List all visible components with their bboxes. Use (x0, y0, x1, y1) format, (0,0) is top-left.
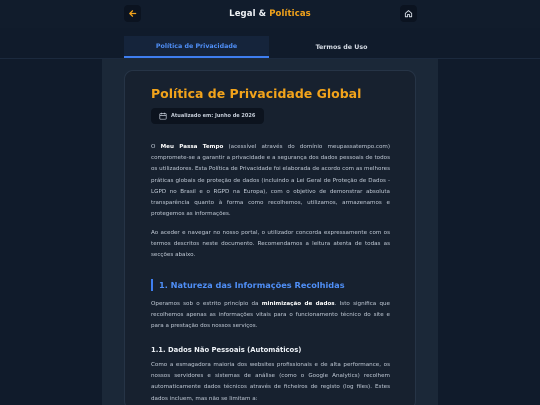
back-button[interactable] (124, 5, 141, 22)
document-title: Política de Privacidade Global (151, 86, 362, 101)
subsection-heading: 1.1. Dados Não Pessoais (Automáticos) (151, 346, 302, 354)
intro-paragraph (151, 142, 390, 220)
tab-bar (124, 36, 414, 58)
title-accent: Políticas (269, 9, 311, 19)
non-personal-data-paragraph: Como a esmagadora maioria dos websites profissionais e de alta performance, os nossos servidores e sistemas de análise (como o Google Analytics) recolhem automaticamente dados técnicos através de ficheiros de registo (log files). Estes dados incluem, mas não se limitam a: (151, 362, 390, 402)
minimization-paragraph (151, 299, 390, 333)
tab-terms-of-use[interactable]: Termos de Uso (315, 43, 368, 51)
top-bar (0, 0, 540, 28)
home-button[interactable] (400, 5, 417, 22)
calendar-icon (159, 112, 167, 120)
brand-name: Meu Passa Tempo (160, 144, 224, 150)
tab-privacy-policy[interactable]: Política de Privacidade (124, 36, 269, 58)
home-icon (404, 9, 413, 18)
intro-text-a: O (151, 144, 161, 150)
section-heading: 1. Natureza das Informações Recolhidas (151, 279, 391, 291)
minimization-bold: minimização de dados (261, 301, 335, 307)
arrow-left-icon (128, 9, 137, 18)
title-main: Legal & (229, 9, 270, 19)
page-title (229, 9, 311, 19)
intro-text-b: (acessível através do domínio meupassatempo.com) compromete-se a garantir a privacidade e a segurança dos dados pessoais de todos os utilizadores. Esta Política de Privacidade foi elaborada de acordo com as melhores práticas globais de proteção de dados (incluindo a Lei Geral de Proteção de Dados - LGPD no Brasil e o RGPD na Europa), com o objetivo de demonstrar absoluta transparência quanto à forma como recolhemos, utilizamos, armazenamos e protegemos as informações. (151, 144, 391, 218)
minimization-text-a: Operamos sob o estrito princípio da (151, 301, 262, 307)
consent-paragraph: Ao aceder e navegar no nosso portal, o utilizador concorda expressamente com os termos descritos neste documento. Recomendamos a leitura atenta de todas as secções abaixo. (151, 230, 390, 259)
updated-badge (151, 108, 264, 124)
updated-date: Atualizado em: Junho de 2026 (171, 113, 256, 119)
minimization-text-b: . Isto significa que recolhemos apenas as informações vitais para o funcionamento técnico do site e para a prestação dos nossos serviços. (151, 301, 390, 330)
